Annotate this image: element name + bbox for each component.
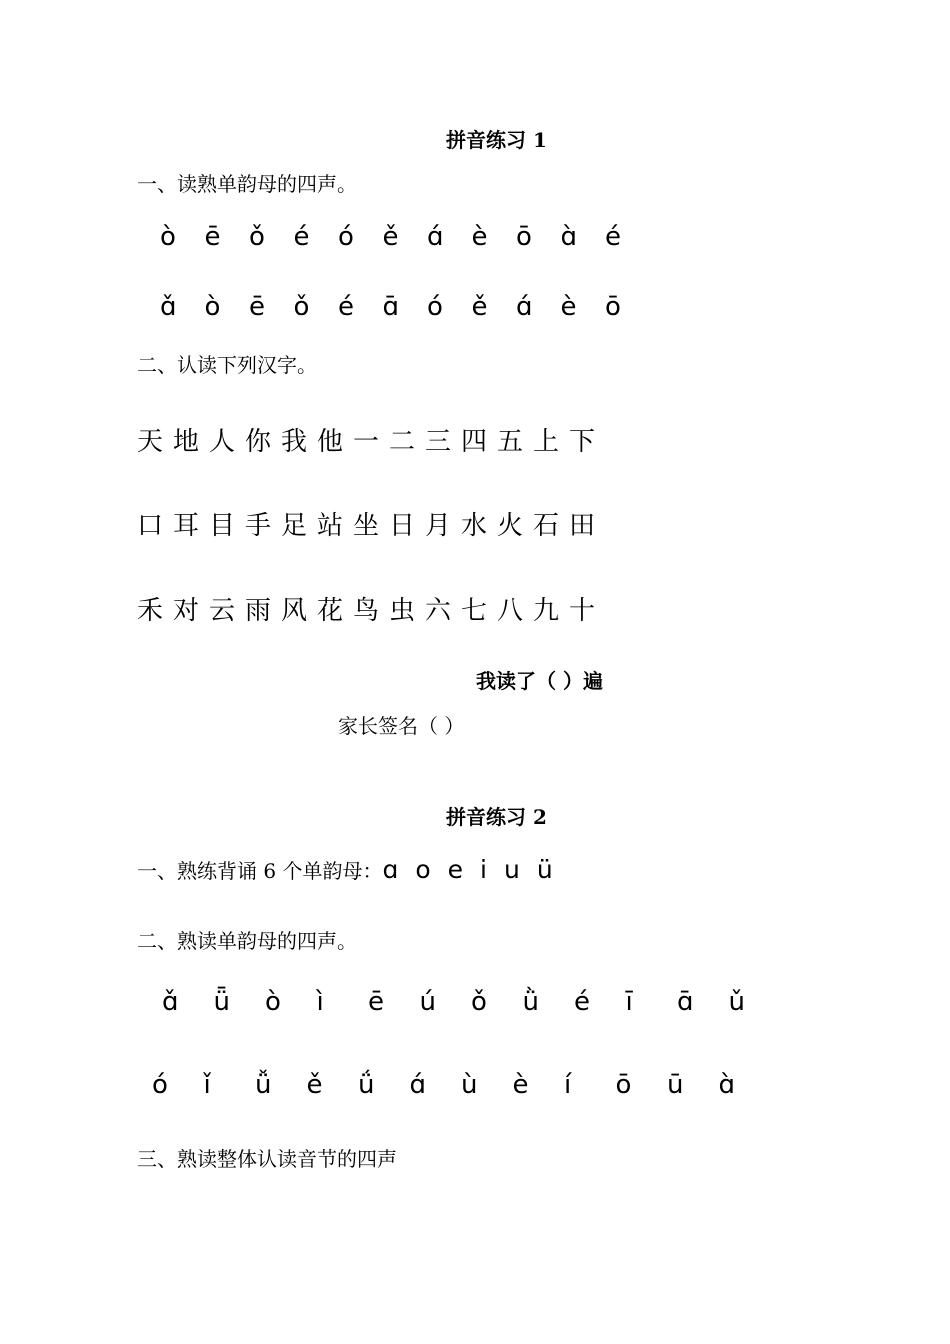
pinyin-syllable: ɑ́ (409, 1070, 427, 1100)
vowel-letter: ɑ (382, 855, 399, 884)
pinyin-syllable: é (574, 987, 590, 1017)
pinyin-syllable: ǒ (471, 987, 487, 1017)
lesson2-section3-heading: 三、熟读整体认读音节的四声 (137, 1147, 397, 1171)
vowel-letter: ü (536, 855, 553, 884)
lesson1-chars-row-1 (137, 421, 605, 458)
pinyin-syllable: ǒ (249, 222, 265, 252)
chinese-character: 雨 (245, 596, 272, 626)
pinyin-syllable: ǒ (293, 292, 310, 322)
pinyin-syllable: ó (338, 222, 354, 252)
vowel-letter: u (503, 855, 520, 884)
pinyin-syllable: ù (461, 1070, 478, 1100)
chinese-character: 下 (569, 427, 596, 457)
pinyin-syllable: ǚ (255, 1070, 272, 1100)
pinyin-syllable: ǔ (728, 987, 745, 1017)
pinyin-syllable: é (605, 222, 621, 252)
pinyin-syllable: ǖ (213, 987, 230, 1017)
pinyin-syllable: ɑ̀ (560, 222, 578, 252)
pinyin-syllable: ì (316, 987, 324, 1017)
chinese-character: 上 (533, 427, 560, 457)
pinyin-syllable: ò (160, 222, 176, 252)
chinese-character: 你 (245, 427, 272, 457)
chinese-character: 田 (569, 511, 596, 541)
chinese-character: 水 (461, 511, 488, 541)
chinese-character: 禾 (137, 596, 164, 626)
chinese-character: 三 (425, 427, 452, 457)
pinyin-syllable: ú (419, 987, 436, 1017)
chinese-character: 风 (281, 596, 308, 626)
chinese-character: 花 (317, 596, 344, 626)
pinyin-syllable: í (564, 1070, 572, 1100)
chinese-character: 人 (209, 427, 236, 457)
chinese-character: 五 (497, 427, 524, 457)
pinyin-syllable: ɑ̄ (677, 987, 694, 1017)
chinese-character: 虫 (389, 596, 416, 626)
chinese-character: 十 (569, 596, 596, 626)
vowel-list (382, 855, 569, 884)
pinyin-syllable: ō (615, 1070, 632, 1100)
chinese-character: 六 (425, 596, 452, 626)
pinyin-syllable: ɑ̄ (382, 292, 400, 322)
pinyin-syllable: é (293, 222, 310, 252)
chinese-character: 地 (173, 427, 200, 457)
chinese-character: 七 (461, 596, 488, 626)
pinyin-syllable: ɑ́ (427, 222, 444, 252)
read-count-label: 我读了（ ）遍 (476, 669, 603, 693)
pinyin-syllable: ē (249, 292, 265, 322)
vowel-letter: i (480, 855, 487, 884)
pinyin-syllable: ī (625, 987, 633, 1017)
pinyin-syllable: ɑ́ (516, 292, 533, 322)
lesson2-pinyin-row-1 (162, 987, 780, 1017)
lesson1-section2-heading: 二、认读下列汉字。 (137, 353, 317, 377)
lesson2-title: 拼音练习 2 (446, 805, 547, 829)
pinyin-syllable: ò (204, 292, 221, 322)
chinese-character: 月 (425, 511, 452, 541)
chinese-character: 云 (209, 596, 236, 626)
parent-signature-label: 家长签名（ ） (338, 714, 465, 738)
pinyin-syllable: ò (265, 987, 281, 1017)
chinese-character: 八 (497, 596, 524, 626)
chinese-character: 天 (137, 427, 164, 457)
chinese-character: 手 (245, 511, 272, 541)
chinese-character: 日 (389, 511, 416, 541)
pinyin-syllable: ɑ̀ (718, 1070, 736, 1100)
pinyin-syllable: ě (306, 1070, 323, 1100)
chinese-character: 九 (533, 596, 560, 626)
vowel-letter: o (415, 855, 431, 884)
lesson1-pinyin-row-2 (160, 292, 650, 322)
chinese-character: 足 (281, 511, 308, 541)
pinyin-syllable: ǘ (358, 1070, 375, 1100)
pinyin-syllable: é (338, 292, 354, 322)
chinese-character: 对 (173, 596, 200, 626)
chinese-character: 坐 (353, 511, 380, 541)
lesson1-title: 拼音练习 1 (446, 128, 547, 152)
pinyin-syllable: ó (152, 1070, 168, 1100)
pinyin-syllable: ɑ̌ (162, 987, 179, 1017)
lesson2-section1-prefix: 一、熟练背诵 6 个单韵母： (137, 859, 383, 883)
pinyin-syllable: ō (605, 292, 621, 322)
pinyin-syllable: ó (427, 292, 443, 322)
pinyin-syllable: ɑ̌ (160, 292, 177, 322)
pinyin-syllable: ū (667, 1070, 684, 1100)
pinyin-syllable: ē (204, 222, 221, 252)
pinyin-syllable: ǜ (522, 987, 539, 1017)
pinyin-syllable: ǐ (203, 1070, 211, 1100)
lesson1-chars-row-3 (137, 590, 605, 627)
pinyin-syllable: è (471, 222, 488, 252)
chinese-character: 一 (353, 427, 380, 457)
lesson1-pinyin-row-1 (160, 222, 650, 252)
chinese-character: 火 (497, 511, 524, 541)
chinese-character: 石 (533, 511, 560, 541)
vowel-letter: e (447, 855, 464, 884)
chinese-character: 站 (317, 511, 344, 541)
pinyin-syllable: ō (516, 222, 532, 252)
pinyin-syllable: è (512, 1070, 529, 1100)
pinyin-syllable: ě (471, 292, 488, 322)
lesson1-chars-row-2 (137, 505, 605, 542)
chinese-character: 四 (461, 427, 488, 457)
pinyin-syllable: è (560, 292, 577, 322)
chinese-character: 目 (209, 511, 236, 541)
chinese-character: 口 (137, 511, 164, 541)
pinyin-syllable: ē (368, 987, 384, 1017)
lesson2-section1-heading (137, 855, 570, 884)
chinese-character: 耳 (173, 511, 200, 541)
lesson2-section2-heading: 二、熟读单韵母的四声。 (137, 929, 357, 953)
chinese-character: 他 (317, 427, 344, 457)
chinese-character: 二 (389, 427, 416, 457)
chinese-character: 鸟 (353, 596, 380, 626)
pinyin-syllable: ě (382, 222, 399, 252)
lesson2-pinyin-row-2 (152, 1070, 770, 1100)
chinese-character: 我 (281, 427, 308, 457)
lesson1-section1-heading: 一、读熟单韵母的四声。 (137, 172, 357, 196)
